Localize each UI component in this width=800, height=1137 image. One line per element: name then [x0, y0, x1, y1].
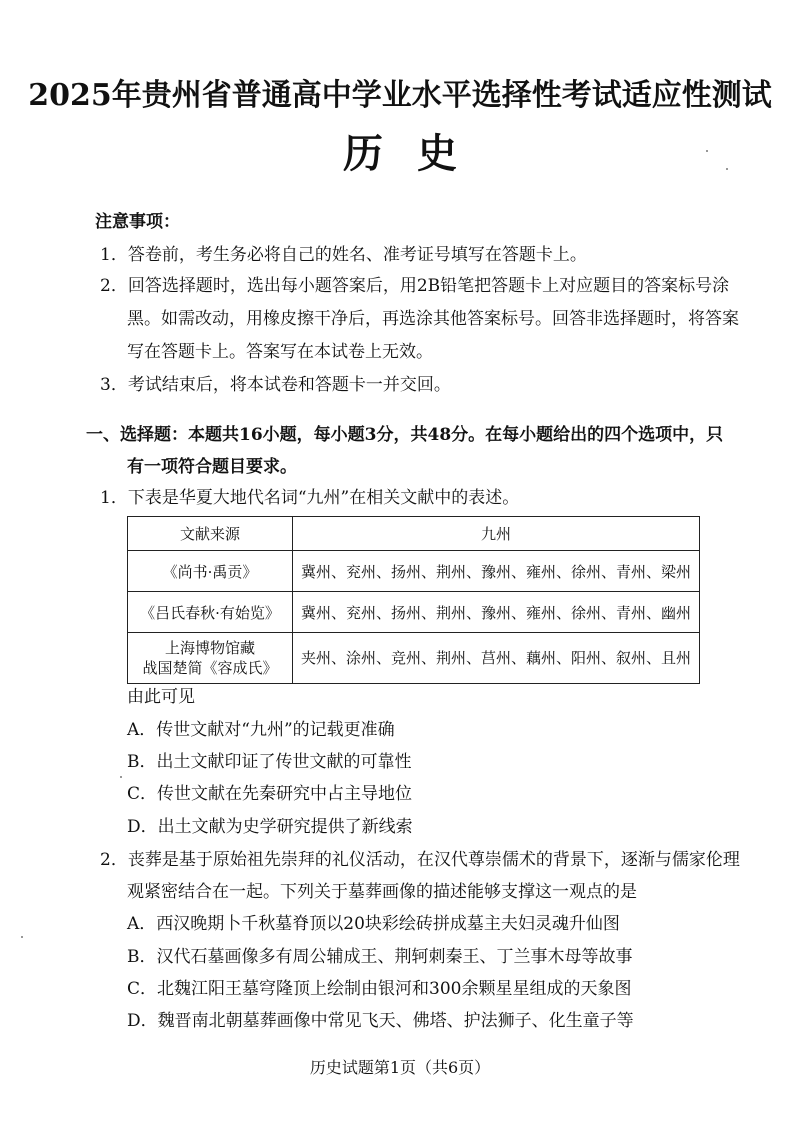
scan-speck [726, 168, 728, 170]
option-d: D．出土文献为史学研究提供了新线索 [127, 817, 413, 837]
column-header: 文献来源 [128, 517, 293, 551]
content-cell: 冀州、兖州、扬州、荆州、豫州、雍州、徐州、青州、幽州 [293, 592, 700, 633]
column-header: 九州 [293, 517, 700, 551]
scan-speck [120, 776, 122, 778]
page-footer: 历史试题第1页（共6页） [309, 1058, 491, 1077]
scan-speck [706, 150, 708, 152]
source-cell [128, 633, 293, 684]
section-heading: 一、选择题：本题共16小题，每小题3分，共48分。在每小题给出的四个选项中，只 [86, 425, 724, 445]
subject-title: 历史 [343, 130, 491, 177]
scan-speck [21, 936, 23, 938]
option-b: B．出土文献印证了传世文献的可靠性 [127, 752, 412, 772]
table-row [128, 633, 700, 684]
note-item: 写在答题卡上。答案写在本试卷上无效。 [127, 342, 433, 362]
note-item: 黑。如需改动，用橡皮擦干净后，再选涂其他答案标号。回答非选择题时，将答案 [127, 309, 739, 329]
option-a: A．西汉晚期卜千秋墓脊顶以20块彩绘砖拼成墓主夫妇灵魂升仙图 [127, 914, 620, 934]
option-b: B．汉代石墓画像多有周公辅成王、荆轲刺秦王、丁兰事木母等故事 [127, 947, 633, 967]
source-cell: 《尚书·禹贡》 [128, 551, 293, 592]
notes-heading: 注意事项： [95, 212, 180, 232]
note-item: 2．回答选择题时，选出每小题答案后，用2B铅笔把答题卡上对应题目的答案标号涂 [100, 276, 730, 296]
question-1-stem: 1．下表是华夏大地代名词“九州”在相关文献中的表述。 [100, 488, 520, 508]
question-2-stem-cont: 观紧密结合在一起。下列关于墓葬画像的描述能够支撑这一观点的是 [127, 882, 637, 902]
question-1-lead: 由此可见 [127, 687, 195, 707]
exam-title: 2025年贵州省普通高中学业水平选择性考试适应性测试 [28, 78, 772, 113]
option-c: C．北魏江阳王墓穹隆顶上绘制由银河和300余颗星星组成的天象图 [127, 979, 632, 999]
table-row [128, 551, 700, 592]
note-item: 1．答卷前，考生务必将自己的姓名、准考证号填写在答题卡上。 [100, 245, 587, 265]
content-cell: 冀州、兖州、扬州、荆州、豫州、雍州、徐州、青州、梁州 [293, 551, 700, 592]
source-line: 战国楚简《容成氏》 [142, 659, 278, 677]
option-d: D．魏晋南北朝墓葬画像中常见飞天、佛塔、护法狮子、化生童子等 [127, 1011, 634, 1031]
source-cell: 《吕氏春秋·有始览》 [128, 592, 293, 633]
jiuzhou-table [127, 516, 700, 684]
note-item: 3．考试结束后，将本试卷和答题卡一并交回。 [100, 375, 451, 395]
section-heading-cont: 有一项符合题目要求。 [127, 457, 297, 477]
source-line: 上海博物馆藏 [164, 639, 255, 657]
question-2-stem: 2．丧葬是基于原始祖先崇拜的礼仪活动，在汉代尊崇儒术的背景下，逐渐与儒家伦理 [100, 850, 740, 870]
content-cell: 夹州、涂州、竞州、荆州、莒州、藕州、阳州、叙州、且州 [293, 633, 700, 684]
option-c: C．传世文献在先秦研究中占主导地位 [127, 784, 413, 804]
option-a: A．传世文献对“九州”的记载更准确 [127, 720, 395, 740]
table-header-row [128, 517, 700, 551]
table-row [128, 592, 700, 633]
